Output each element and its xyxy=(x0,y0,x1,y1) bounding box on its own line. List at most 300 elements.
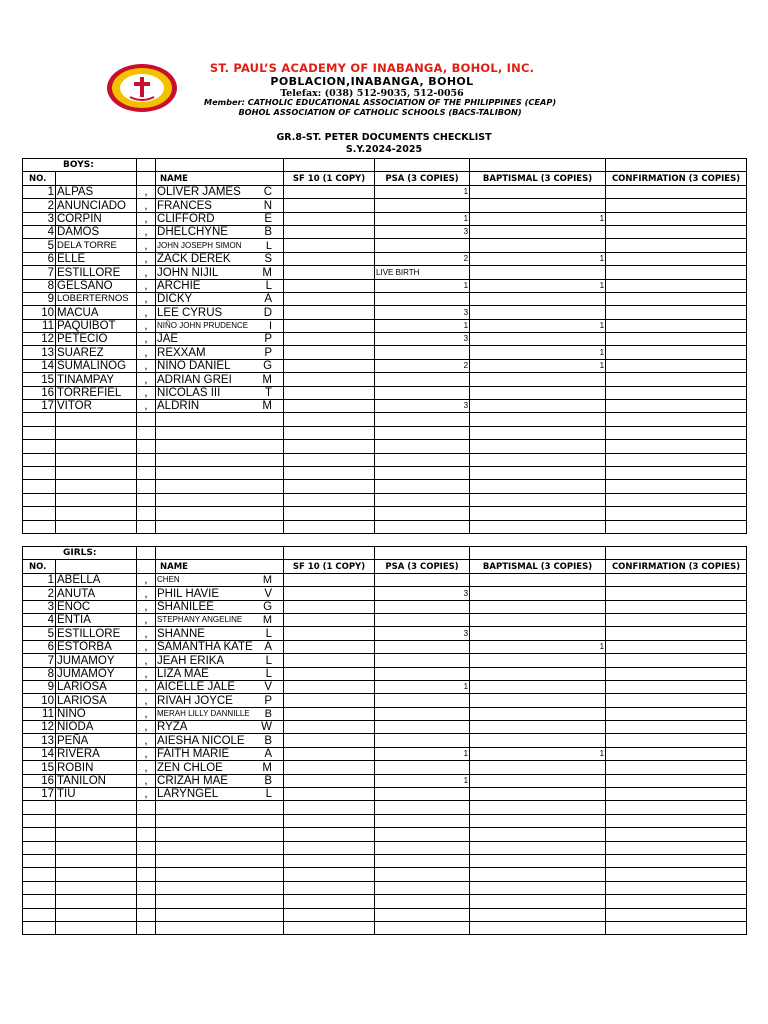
empty-cell xyxy=(23,814,56,827)
baptismal-value xyxy=(470,788,606,801)
empty-cell xyxy=(284,520,375,533)
baptismal-value xyxy=(470,373,606,386)
empty-cell xyxy=(56,453,137,466)
middle-initial: V xyxy=(264,681,273,694)
last-name: ANUNCIADO xyxy=(56,199,137,212)
baptismal-value: 1 xyxy=(470,747,606,760)
full-first-name xyxy=(157,735,282,747)
last-name: ANUTA xyxy=(56,587,137,600)
empty-cell xyxy=(23,895,56,908)
empty-cell xyxy=(137,854,156,867)
comma-cell: , xyxy=(137,587,156,600)
baptismal-value: 1 xyxy=(470,212,606,225)
first-name: NIÑO DANIEL xyxy=(157,360,231,373)
row-number: 7 xyxy=(23,266,56,279)
confirmation-value xyxy=(606,346,747,359)
comma-cell: , xyxy=(137,734,156,747)
row-number: 14 xyxy=(23,359,56,372)
full-first-name xyxy=(157,360,282,372)
confirmation-value xyxy=(606,721,747,734)
row-number: 8 xyxy=(23,279,56,292)
col-header-confirmation: CONFIRMATION (3 COPIES) xyxy=(606,560,747,573)
empty-cell xyxy=(284,440,375,453)
table-row xyxy=(23,721,747,734)
sf10-value xyxy=(284,185,375,198)
first-name: ARCHIE xyxy=(157,279,201,292)
empty-cell xyxy=(375,868,470,881)
comma-cell: , xyxy=(137,721,156,734)
empty-cell xyxy=(156,881,284,894)
first-name-cell xyxy=(156,400,284,413)
psa-value: 3 xyxy=(375,306,470,319)
full-first-name xyxy=(157,721,282,733)
confirmation-value xyxy=(606,306,747,319)
last-name: PAQUIBOT xyxy=(56,319,137,332)
full-first-name xyxy=(157,320,282,332)
first-name: LARYNGEL xyxy=(157,788,219,801)
sf10-value xyxy=(284,654,375,667)
empty-cell xyxy=(156,841,284,854)
middle-initial: C xyxy=(263,186,273,199)
document-header xyxy=(0,0,768,160)
middle-initial: G xyxy=(263,360,273,373)
middle-initial: L xyxy=(265,667,273,680)
confirmation-value xyxy=(606,292,747,305)
table-row xyxy=(23,225,747,238)
empty-cell xyxy=(284,547,375,560)
last-name: RIVERA xyxy=(56,747,137,760)
middle-initial: M xyxy=(262,761,273,774)
empty-cell xyxy=(284,493,375,506)
full-first-name xyxy=(157,655,282,667)
empty-cell xyxy=(375,466,470,479)
psa-value xyxy=(375,386,470,399)
first-name: AIESHA NICOLE xyxy=(157,734,245,747)
last-name: SUAREZ xyxy=(56,346,137,359)
table-row xyxy=(23,573,747,586)
comma-cell: , xyxy=(137,694,156,707)
last-name: TORREFIEL xyxy=(56,386,137,399)
empty-cell xyxy=(606,520,747,533)
girls-section-row xyxy=(23,547,747,560)
empty-cell xyxy=(23,908,56,921)
comma-cell: , xyxy=(137,279,156,292)
sf10-value xyxy=(284,627,375,640)
row-number: 17 xyxy=(23,400,56,413)
confirmation-value xyxy=(606,266,747,279)
middle-initial: P xyxy=(264,694,273,707)
empty-cell xyxy=(284,908,375,921)
first-name-cell xyxy=(156,774,284,787)
row-number: 3 xyxy=(23,600,56,613)
sf10-value xyxy=(284,707,375,720)
psa-value xyxy=(375,707,470,720)
comma-cell: , xyxy=(137,640,156,653)
first-name: LEE CYRUS xyxy=(157,306,223,319)
empty-cell xyxy=(156,814,284,827)
middle-initial: B xyxy=(264,708,273,721)
middle-initial: E xyxy=(264,212,273,225)
empty-cell xyxy=(470,908,606,921)
table-row xyxy=(23,266,747,279)
first-name: ZEN CHLOE xyxy=(157,761,223,774)
middle-initial: D xyxy=(263,306,273,319)
school-address: POBLACION,INABANGA, BOHOL xyxy=(270,75,474,88)
baptismal-value xyxy=(470,600,606,613)
empty-row xyxy=(23,453,747,466)
full-first-name xyxy=(157,614,282,626)
empty-cell xyxy=(375,881,470,894)
empty-cell xyxy=(156,426,284,439)
psa-value: 2 xyxy=(375,359,470,372)
full-first-name xyxy=(157,628,282,640)
sf10-value xyxy=(284,721,375,734)
confirmation-value xyxy=(606,654,747,667)
empty-row xyxy=(23,828,747,841)
last-name: LARIOSA xyxy=(56,694,137,707)
table-row xyxy=(23,185,747,198)
psa-value xyxy=(375,239,470,252)
psa-value xyxy=(375,721,470,734)
boys-section-row xyxy=(23,159,747,172)
last-name: DELA TORRE xyxy=(56,239,137,252)
empty-cell xyxy=(137,921,156,934)
table-row xyxy=(23,359,747,372)
baptismal-value xyxy=(470,306,606,319)
empty-cell xyxy=(137,426,156,439)
empty-cell xyxy=(470,453,606,466)
empty-row xyxy=(23,480,747,493)
empty-cell xyxy=(137,881,156,894)
confirmation-value xyxy=(606,225,747,238)
table-row xyxy=(23,386,747,399)
psa-value xyxy=(375,346,470,359)
psa-value xyxy=(375,613,470,626)
middle-initial: T xyxy=(264,387,273,400)
table-row xyxy=(23,788,747,801)
full-first-name xyxy=(157,253,282,265)
empty-cell xyxy=(470,159,606,172)
first-name: DICKY xyxy=(157,293,193,306)
sf10-value xyxy=(284,400,375,413)
empty-cell xyxy=(56,828,137,841)
empty-cell xyxy=(56,507,137,520)
table-row xyxy=(23,400,747,413)
confirmation-value xyxy=(606,747,747,760)
empty-cell xyxy=(284,801,375,814)
empty-cell xyxy=(56,520,137,533)
table-row xyxy=(23,587,747,600)
empty-cell xyxy=(156,868,284,881)
empty-cell xyxy=(56,466,137,479)
sf10-value xyxy=(284,225,375,238)
girls-table-body xyxy=(23,547,747,935)
table-row xyxy=(23,734,747,747)
row-number: 16 xyxy=(23,386,56,399)
sf10-value xyxy=(284,587,375,600)
empty-cell xyxy=(137,828,156,841)
col-header-sf10: SF 10 (1 COPY) xyxy=(284,172,375,185)
empty-cell xyxy=(137,440,156,453)
sf10-value xyxy=(284,279,375,292)
full-first-name xyxy=(157,293,282,305)
col-header-name: NAME xyxy=(156,172,284,185)
psa-value: 3 xyxy=(375,225,470,238)
empty-row xyxy=(23,908,747,921)
comma-cell: , xyxy=(137,225,156,238)
comma-cell: , xyxy=(137,239,156,252)
sf10-value xyxy=(284,774,375,787)
confirmation-value xyxy=(606,333,747,346)
empty-row xyxy=(23,426,747,439)
first-name: JOHN NIJIL xyxy=(157,266,219,279)
first-name-cell xyxy=(156,185,284,198)
empty-cell xyxy=(137,814,156,827)
empty-cell xyxy=(606,159,747,172)
table-row xyxy=(23,667,747,680)
baptismal-value xyxy=(470,761,606,774)
boys-section-label: BOYS: xyxy=(23,159,137,172)
first-name: FRANCES xyxy=(157,199,212,212)
middle-initial: A xyxy=(264,641,273,654)
empty-cell xyxy=(156,520,284,533)
col-header-sf10: SF 10 (1 COPY) xyxy=(284,560,375,573)
first-name-cell xyxy=(156,346,284,359)
confirmation-value xyxy=(606,774,747,787)
empty-cell xyxy=(56,801,137,814)
psa-value: 1 xyxy=(375,212,470,225)
empty-cell xyxy=(606,868,747,881)
row-number: 16 xyxy=(23,774,56,787)
first-name: RIVAH JOYCE xyxy=(157,694,233,707)
empty-cell xyxy=(156,801,284,814)
empty-cell xyxy=(23,520,56,533)
baptismal-value xyxy=(470,333,606,346)
baptismal-value xyxy=(470,774,606,787)
first-name: AICELLE JALE xyxy=(157,681,235,694)
full-first-name xyxy=(157,186,282,198)
empty-cell xyxy=(375,453,470,466)
sf10-value xyxy=(284,373,375,386)
first-name: ZACK DEREK xyxy=(157,253,231,266)
full-first-name xyxy=(157,574,282,586)
sf10-value xyxy=(284,239,375,252)
empty-row xyxy=(23,814,747,827)
empty-cell xyxy=(375,921,470,934)
row-number: 15 xyxy=(23,761,56,774)
middle-initial: P xyxy=(264,346,273,359)
empty-cell xyxy=(156,828,284,841)
row-number: 3 xyxy=(23,212,56,225)
empty-cell xyxy=(606,426,747,439)
middle-initial: N xyxy=(263,199,273,212)
first-name-cell xyxy=(156,788,284,801)
baptismal-value xyxy=(470,239,606,252)
col-header-confirmation: CONFIRMATION (3 COPIES) xyxy=(606,172,747,185)
row-number: 1 xyxy=(23,185,56,198)
row-number: 11 xyxy=(23,319,56,332)
confirmation-value xyxy=(606,640,747,653)
comma-cell: , xyxy=(137,774,156,787)
table-row xyxy=(23,333,747,346)
baptismal-value xyxy=(470,225,606,238)
middle-initial: V xyxy=(264,587,273,600)
last-name: DAMOS xyxy=(56,225,137,238)
empty-cell xyxy=(137,895,156,908)
empty-cell xyxy=(284,453,375,466)
sf10-value xyxy=(284,292,375,305)
empty-cell xyxy=(56,895,137,908)
empty-cell xyxy=(375,854,470,867)
sf10-value xyxy=(284,694,375,707)
baptismal-value: 1 xyxy=(470,640,606,653)
empty-cell xyxy=(470,828,606,841)
empty-cell xyxy=(470,507,606,520)
comma-cell: , xyxy=(137,252,156,265)
table-row xyxy=(23,212,747,225)
table-row xyxy=(23,252,747,265)
empty-cell xyxy=(375,426,470,439)
col-header-baptismal: BAPTISMAL (3 COPIES) xyxy=(470,172,606,185)
empty-cell xyxy=(284,828,375,841)
sf10-value xyxy=(284,199,375,212)
col-header-psa: PSA (3 COPIES) xyxy=(375,172,470,185)
row-number: 2 xyxy=(23,199,56,212)
last-name: TANILON xyxy=(56,774,137,787)
empty-cell xyxy=(137,841,156,854)
full-first-name xyxy=(157,788,282,800)
empty-cell xyxy=(606,908,747,921)
row-number: 4 xyxy=(23,225,56,238)
first-name-cell xyxy=(156,747,284,760)
middle-initial: M xyxy=(262,266,273,279)
empty-cell xyxy=(137,908,156,921)
comma-cell: , xyxy=(137,400,156,413)
last-name: JUMAMOY xyxy=(56,654,137,667)
full-first-name xyxy=(157,762,282,774)
empty-row xyxy=(23,881,747,894)
first-name: SHANILEE xyxy=(157,600,214,613)
baptismal-value xyxy=(470,613,606,626)
psa-value xyxy=(375,373,470,386)
empty-cell xyxy=(137,480,156,493)
first-name-cell xyxy=(156,707,284,720)
table-row xyxy=(23,680,747,693)
baptismal-value: 1 xyxy=(470,279,606,292)
full-first-name xyxy=(157,374,282,386)
sf10-value xyxy=(284,212,375,225)
psa-value xyxy=(375,199,470,212)
first-name: LIZA MAE xyxy=(157,667,209,680)
full-first-name xyxy=(157,588,282,600)
empty-row xyxy=(23,520,747,533)
empty-cell xyxy=(606,881,747,894)
empty-cell xyxy=(137,413,156,426)
member-line-1: Member: CATHOLIC EDUCATIONAL ASSOCIATION OF THE PHILIPPINES (CEAP) xyxy=(203,97,557,107)
middle-initial: I xyxy=(268,320,273,333)
last-name: TINAMPAY xyxy=(56,373,137,386)
empty-cell xyxy=(156,854,284,867)
row-number: 17 xyxy=(23,788,56,801)
empty-cell xyxy=(137,507,156,520)
empty-cell xyxy=(606,453,747,466)
empty-cell xyxy=(56,868,137,881)
last-name: ENTIA xyxy=(56,613,137,626)
first-name: REXXAM xyxy=(157,346,206,359)
first-name: ADRIAN GREI xyxy=(157,373,232,386)
first-name: NIÑO JOHN PRUDENCE xyxy=(157,321,249,331)
empty-row xyxy=(23,921,747,934)
last-name: ESTILLORE xyxy=(56,627,137,640)
first-name: DHELCHYNE xyxy=(157,226,228,239)
first-name-cell xyxy=(156,373,284,386)
psa-value xyxy=(375,694,470,707)
psa-value: LIVE BIRTH xyxy=(375,266,470,279)
empty-cell xyxy=(470,547,606,560)
first-name: RYZA xyxy=(157,721,188,734)
table-row xyxy=(23,199,747,212)
empty-cell xyxy=(375,547,470,560)
psa-value xyxy=(375,600,470,613)
sf10-value xyxy=(284,747,375,760)
empty-cell xyxy=(375,828,470,841)
last-name: MACUA xyxy=(56,306,137,319)
column-header-row xyxy=(23,172,747,185)
row-number: 14 xyxy=(23,747,56,760)
middle-initial: G xyxy=(263,600,273,613)
last-name: NIODA xyxy=(56,721,137,734)
first-name-cell xyxy=(156,573,284,586)
sf10-value xyxy=(284,306,375,319)
last-name: GELSANO xyxy=(56,279,137,292)
first-name: STEPHANY ANGELINE xyxy=(157,615,243,625)
empty-cell xyxy=(606,440,747,453)
girls-section-label: GIRLS: xyxy=(23,547,137,560)
middle-initial: B xyxy=(264,775,273,788)
sf10-value xyxy=(284,640,375,653)
empty-cell xyxy=(470,801,606,814)
comma-cell: , xyxy=(137,373,156,386)
sf10-value xyxy=(284,386,375,399)
first-name-cell xyxy=(156,252,284,265)
confirmation-value xyxy=(606,788,747,801)
empty-cell xyxy=(23,493,56,506)
first-name-cell xyxy=(156,587,284,600)
last-name: ROBIN xyxy=(56,761,137,774)
table-row xyxy=(23,239,747,252)
sf10-value xyxy=(284,573,375,586)
empty-cell xyxy=(156,507,284,520)
first-name: CHEN xyxy=(157,575,180,585)
full-first-name xyxy=(157,775,282,787)
comma-cell: , xyxy=(137,199,156,212)
first-name-cell xyxy=(156,386,284,399)
full-first-name xyxy=(157,641,282,653)
row-number: 7 xyxy=(23,654,56,667)
empty-cell xyxy=(156,895,284,908)
confirmation-value xyxy=(606,707,747,720)
empty-row xyxy=(23,440,747,453)
empty-row xyxy=(23,895,747,908)
full-first-name xyxy=(157,695,282,707)
psa-value xyxy=(375,761,470,774)
sf10-value xyxy=(284,359,375,372)
baptismal-value xyxy=(470,573,606,586)
baptismal-value: 1 xyxy=(470,252,606,265)
empty-cell xyxy=(23,453,56,466)
col-header-blank xyxy=(56,560,137,573)
psa-value: 1 xyxy=(375,774,470,787)
